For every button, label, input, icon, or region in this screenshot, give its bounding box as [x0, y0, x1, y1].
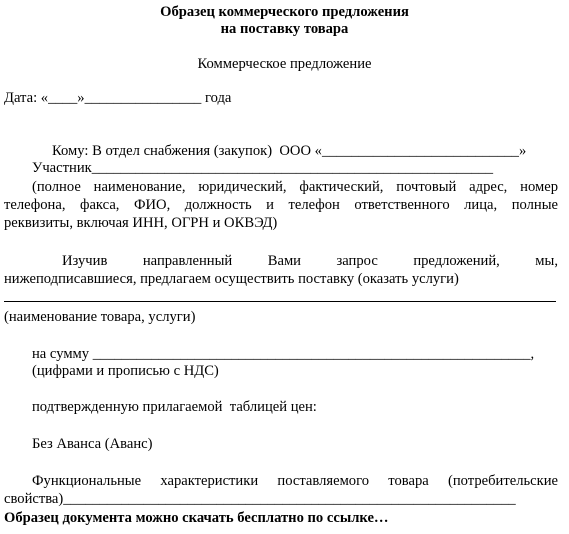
offer-line-2: нижеподписавшиеся, предлагаем осуществить поставку (оказать услуги) [4, 271, 459, 287]
document-title-line-2: на поставку товара [220, 21, 349, 37]
recipient-line: Кому: В отдел снабжения (закупок) ООО «___________________________» [52, 143, 527, 159]
document-subtitle: Коммерческое предложение [197, 56, 372, 72]
features-line-2: свойства)______________________________________________________________ [4, 491, 516, 507]
sum-caption: (цифрами и прописью с НДС) [32, 363, 219, 379]
participant-line: Участник_______________________________________________________ [32, 160, 494, 176]
date-line: Дата: «____»________________ года [4, 90, 232, 106]
offer-line-1: Изучив направленный Вами запрос предложений, мы, [62, 253, 558, 269]
features-line-1: Функциональные характеристики поставляемого товара (потребительские [32, 473, 558, 489]
download-note: Образец документа можно скачать бесплатно по ссылке… [4, 510, 389, 526]
goods-caption: (наименование товара, услуги) [4, 309, 196, 325]
goods-underline [4, 301, 556, 302]
participant-details-line-2: телефона, факса, ФИО, должность и телефон ответственного лица, полные [4, 197, 558, 213]
price-table-line: подтвержденную прилагаемой таблицей цен: [32, 399, 317, 415]
participant-details-line-1: (полное наименование, юридический, фактический, почтовый адрес, номер [32, 179, 558, 195]
advance-line: Без Аванса (Аванс) [32, 436, 153, 452]
document-title-line-1: Образец коммерческого предложения [160, 4, 409, 20]
sum-line: на сумму ____________________________________________________________, [32, 346, 535, 362]
participant-details-line-3: реквизиты, включая ИНН, ОГРН и ОКВЭД) [4, 215, 278, 231]
